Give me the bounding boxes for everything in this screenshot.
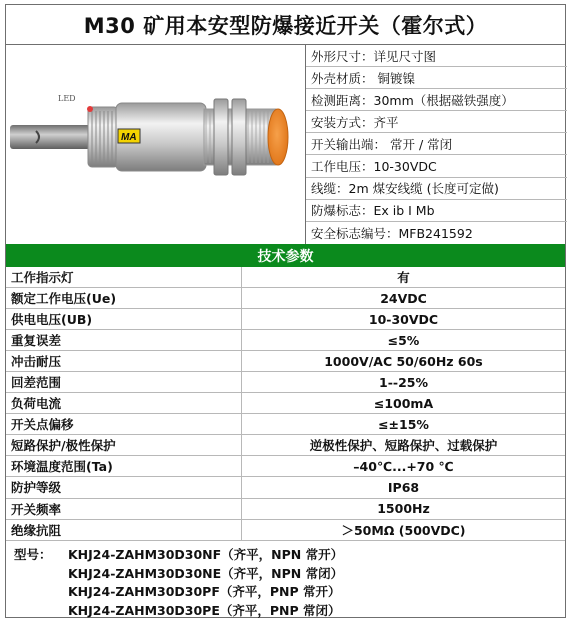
param-name: 防护等级 [6, 477, 242, 497]
list-item [6, 564, 565, 583]
param-value: 10-30VDC [368, 311, 439, 327]
lock-nut [214, 99, 228, 175]
table-row [6, 372, 565, 393]
param-value: 有 [397, 270, 410, 286]
spec-material: 外壳材质： 铜镀镍 [306, 67, 567, 89]
spec-mounting: 安装方式：齐平 [306, 111, 567, 133]
spec-distance: 检测距离：30mm（根据磁铁强度） [306, 89, 567, 111]
param-value: ≤±15% [378, 416, 429, 432]
table-row [6, 456, 565, 477]
param-value: ≤5% [387, 332, 420, 348]
param-name: 供电电压(UB) [6, 309, 242, 329]
param-name: 负荷电流 [6, 393, 242, 413]
table-row [6, 267, 565, 288]
led-label: LED [58, 94, 76, 103]
param-name: 开关点偏移 [6, 414, 242, 434]
model-label: 型号： [14, 547, 52, 563]
param-value: 1--25% [379, 374, 428, 390]
spec-voltage: 工作电压：10-30VDC [306, 155, 567, 177]
list-item [6, 601, 565, 620]
spec-list [306, 45, 567, 244]
sensor-illustration [6, 45, 306, 244]
sensing-face [268, 109, 288, 165]
param-name: 冲击耐压 [6, 351, 242, 371]
table-row [6, 393, 565, 414]
model-number: KHJ24-ZAHM30D30NE（齐平，NPN 常闭） [68, 565, 344, 581]
list-item [6, 582, 565, 601]
spec-dimensions: 外形尺寸：详见尺寸图 [306, 45, 567, 67]
table-row [6, 520, 565, 541]
table-row [6, 309, 565, 330]
list-item [6, 545, 565, 564]
led-indicator [87, 106, 93, 112]
table-row [6, 330, 565, 351]
section-header: 技术参数 [6, 244, 565, 267]
lock-nut [232, 99, 246, 175]
model-number: KHJ24-ZAHM30D30PE（齐平，PNP 常闭） [68, 602, 341, 618]
table-row [6, 414, 565, 435]
ma-mark-text: MA [121, 132, 137, 143]
model-number: KHJ24-ZAHM30D30NF（齐平，NPN 常开） [68, 547, 344, 563]
param-value: 逆极性保护、短路保护、过载保护 [309, 438, 498, 454]
param-value: ＞50MΩ (500VDC) [341, 522, 466, 538]
param-name: 重复误差 [6, 330, 242, 350]
spec-safety-mark: 安全标志编号：MFB241592 [311, 225, 473, 241]
product-image [6, 45, 306, 244]
param-value: IP68 [387, 479, 420, 495]
table-row [6, 351, 565, 372]
param-name: 额定工作电压(Ue) [6, 288, 242, 308]
param-name: 工作指示灯 [6, 267, 242, 287]
param-name: 回差范围 [6, 372, 242, 392]
param-name: 开关频率 [6, 499, 242, 519]
param-value: 1000V/AC 50/60Hz 60s [324, 353, 483, 369]
param-name: 环境温度范围(Ta) [6, 456, 242, 476]
spec-ex-marking: 防爆标志：Ex ib I Mb [306, 200, 567, 222]
table-row [6, 499, 565, 520]
page-title: M30 矿用本安型防爆接近开关（霍尔式） [6, 5, 565, 45]
param-value: –40℃...+70 ℃ [353, 458, 454, 474]
model-list [6, 542, 565, 619]
cable [10, 125, 90, 149]
datasheet [5, 4, 566, 618]
param-value: ≤100mA [373, 395, 434, 411]
table-row [6, 435, 565, 456]
param-table [6, 267, 565, 541]
param-name: 绝缘抗阻 [6, 520, 242, 540]
param-name: 短路保护/极性保护 [6, 435, 242, 455]
param-value: 1500Hz [377, 501, 430, 517]
spec-output: 开关输出端： 常开 / 常闭 [306, 133, 567, 155]
table-row [6, 477, 565, 498]
spec-cable: 线缆：2m 煤安线缆 (长度可定做) [306, 178, 567, 200]
model-number: KHJ24-ZAHM30D30PF（齐平，PNP 常开） [68, 584, 341, 600]
table-row [6, 288, 565, 309]
param-value: 24VDC [380, 290, 427, 306]
